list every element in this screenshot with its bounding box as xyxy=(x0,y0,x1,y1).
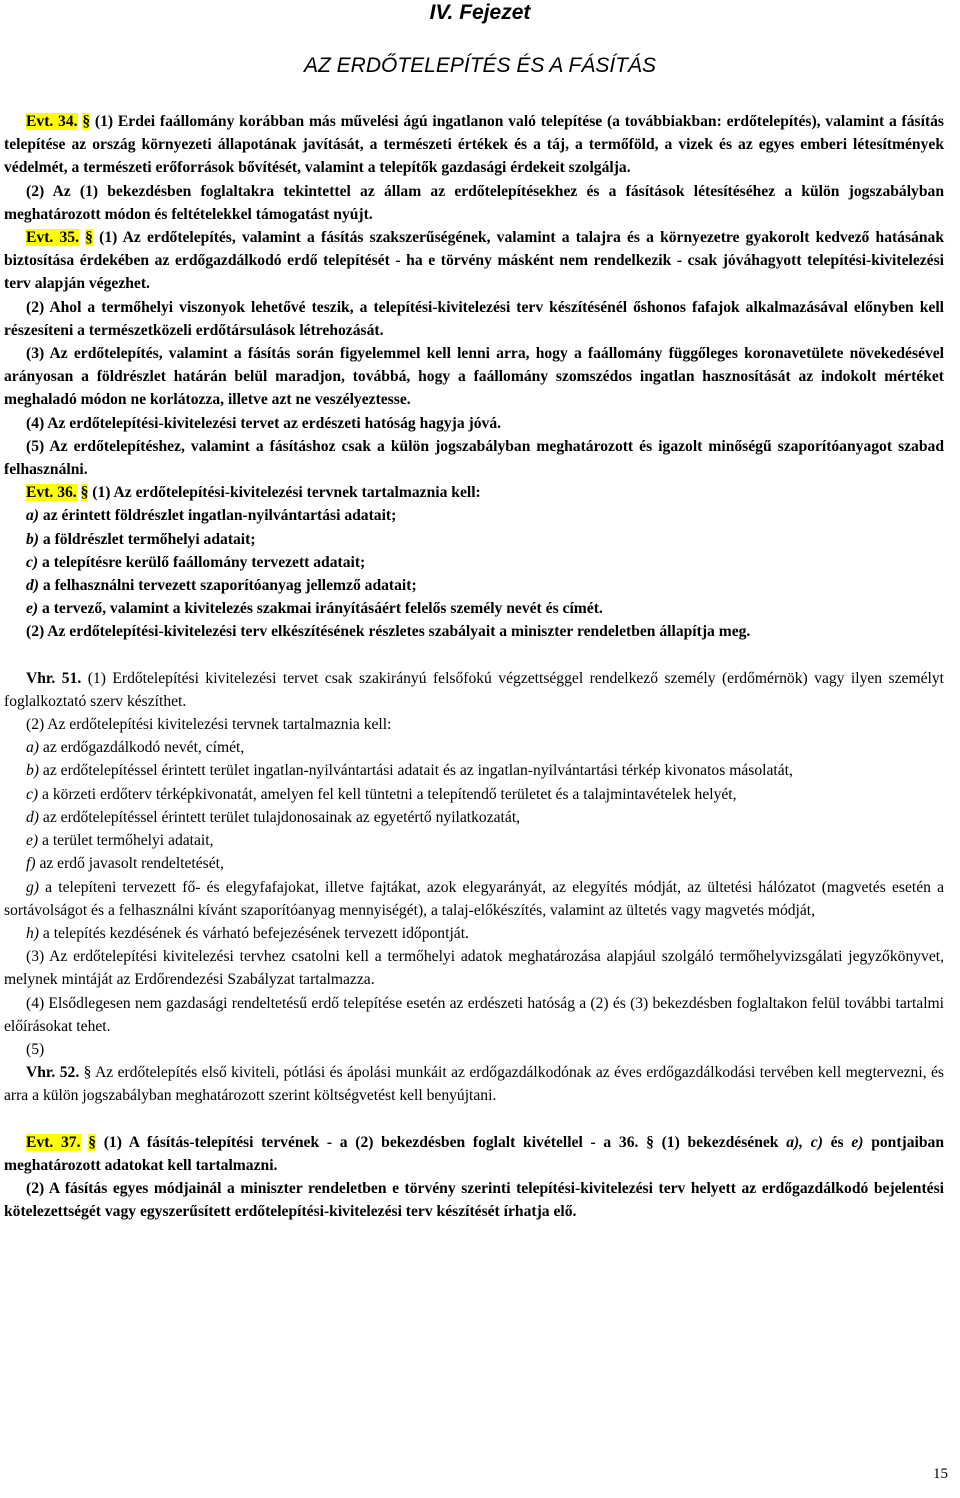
vhr51-text-1: (1) Erdőtelepítési kivitelezési tervet csak szakirányú felsőfokú végzettséggel rendelkező személy (erdőmérnök) vagy ilyen személyt foglalkoztató szerv készíthet. xyxy=(4,669,944,710)
item-text: a földrészlet termőhelyi adatait; xyxy=(42,530,256,548)
vhr52-paragraph xyxy=(4,1061,944,1107)
vhr51-item-e xyxy=(4,829,944,852)
vhr51-item-f xyxy=(4,852,944,875)
evt35-paragraph-1 xyxy=(4,226,944,296)
evt34-text-1: (1) Erdei faállomány korábban más művelési ágú ingatlanon való telepítése (a továbbiakban: erdőtelepítés), valamint a fásítás telepítése az ország környezeti állapotának javítását, a természeti értékek és a táj, a termőföld, a vizek és az egyes emberi létesítmények védelmét, a természeti erőforrások bővítését, valamint a telepítők gazdasági érdekeit szolgálja. xyxy=(4,113,944,177)
vhr51-paragraph-3: (3) Az erdőtelepítési kivitelezési tervhez csatolni kell a termőhelyi adatok meghatározása alapjául szolgáló termőhelyvizsgálati jegyzőkönyvet, melynek mintáját az Erdőrendezési Szabályzat tartalmazza. xyxy=(4,948,944,989)
vhr51-item-g xyxy=(4,876,944,922)
evt34-paragraph-2: (2) Az (1) bekezdésben foglaltakra tekintettel az állam az erdőtelepítésekhez és a fásítások létesítéséhez a külön jogszabályban meghatározott módon és feltételekkel támogatást nyújt. xyxy=(4,182,944,223)
item-mark: d) xyxy=(26,808,39,826)
evt35-ref: Evt. 35. xyxy=(26,229,79,247)
section-sign: § xyxy=(83,1064,92,1082)
evt36-text-1: (1) Az erdőtelepítési-kivitelezési tervnek tartalmaznia kell: xyxy=(92,484,481,502)
item-mark: b) xyxy=(26,762,39,780)
evt36-item-c xyxy=(4,551,944,574)
evt36-item-e xyxy=(4,597,944,620)
item-text: a telepíteni tervezett fő- és elegyfafajokat, illetve fajtákat, azok elegyarányát, az elegyítés módját, az ültetési hálózatot (magvetés esetén a sortávolságot és a felhasználni kívánt szaporítóanyag mennyiségét), a talaj-előkészítés, valamint az ültetés vagy magvetés módját, xyxy=(4,878,944,919)
evt36-item-b xyxy=(4,528,944,551)
item-mark: e) xyxy=(26,600,39,618)
evt37-text-b: és xyxy=(830,1133,844,1151)
item-mark: h) xyxy=(26,924,39,942)
evt35-paragraph-5: (5) Az erdőtelepítéshez, valamint a fásításhoz csak a külön jogszabályban meghatározott és igazolt minőségű szaporítóanyagot szabad felhasználni. xyxy=(4,437,944,479)
item-mark: a), xyxy=(786,1133,804,1151)
item-mark: g) xyxy=(26,878,39,896)
item-mark: c) xyxy=(810,1133,823,1151)
vhr52-ref: Vhr. 52. xyxy=(26,1064,80,1082)
item-text: az erdőtelepítéssel érintett terület ingatlan-nyilvántartási adatait és az ingatlan-nyilvántartási térkép kivonatos másolatát, xyxy=(42,762,793,780)
document-body xyxy=(4,110,944,1223)
vhr52-text: Az erdőtelepítés első kiviteli, pótlási és ápolási munkáit az erdőgazdálkodónak az éves erdőgazdálkodási tervében kell megtervezni, és arra a külön jogszabályban meghatározott szerint költségvetést kell benyújtani. xyxy=(4,1064,944,1105)
item-text: a telepítés kezdésének és várható befejezésének tervezett időpontját. xyxy=(42,924,469,942)
evt35-paragraph-3: (3) Az erdőtelepítés, valamint a fásítás során figyelemmel kell lenni arra, hogy a faállomány függőleges koronavetülete növekedésével arányosan a földrészlet határán belül maradjon, továbbá, hogy a faállomány szomszédos ingatlan hasznosítását az indokolt mértéket meghaladó módon ne korlátozza, illetve azt ne veszélyeztesse. xyxy=(4,345,944,409)
item-text: az erdőgazdálkodó nevét, címét, xyxy=(42,739,245,757)
evt34-ref: Evt. 34. xyxy=(26,113,78,130)
item-mark: e) xyxy=(26,832,39,850)
page-number: 15 xyxy=(933,1466,948,1482)
evt35-text-1: (1) Az erdőtelepítés, valamint a fásítás szakszerűségének, valamint a talajra és a környezetre gyakorolt kedvező hatásának biztosítása érdekében az erdőgazdálkodó erdő telepítését - ha e törvény másként nem rendelkezik - csak jóváhagyott telepítési-kivitelezési terv alapján végezhet. xyxy=(4,229,944,293)
section-sign: § xyxy=(82,113,91,130)
item-text: a felhasználni tervezett szaporítóanyag jellemző adatait; xyxy=(42,577,417,595)
item-mark: a) xyxy=(26,507,39,525)
vhr51-item-h xyxy=(4,922,944,945)
vhr51-item-c xyxy=(4,783,944,806)
item-mark: b) xyxy=(26,530,39,548)
vhr51-item-a xyxy=(4,736,944,759)
item-text: az érintett földrészlet ingatlan-nyilvántartási adatait; xyxy=(42,507,397,525)
vhr51-paragraph-1 xyxy=(4,667,944,713)
evt37-text-a: (1) A fásítás-telepítési tervének - a (2) bekezdésben foglalt kivétellel - a 36. § (1) bekezdésének xyxy=(103,1133,779,1151)
vhr51-ref: Vhr. 51. xyxy=(26,669,82,687)
item-mark: c) xyxy=(26,553,39,571)
evt36-paragraph-2: (2) Az erdőtelepítési-kivitelezési terv elkészítésének részletes szabályait a miniszter rendeletben állapítja meg. xyxy=(26,623,751,641)
section-title: AZ ERDŐTELEPÍTÉS ÉS A FÁSÍTÁS xyxy=(303,54,657,77)
vhr51-paragraph-2: (2) Az erdőtelepítési kivitelezési tervnek tartalmaznia kell: xyxy=(26,716,392,734)
evt37-ref: Evt. 37. xyxy=(26,1133,81,1151)
item-text: az erdő javasolt rendeltetését, xyxy=(39,855,224,873)
item-text: a terület termőhelyi adatait, xyxy=(42,832,214,850)
item-text: a telepítésre kerülő faállomány tervezett adatait; xyxy=(42,553,366,571)
evt36-ref: Evt. 36. xyxy=(26,484,77,502)
vhr51-paragraph-5: (5) xyxy=(26,1040,45,1058)
evt35-paragraph-2: (2) Ahol a termőhelyi viszonyok lehetővé teszik, a telepítési-kivitelezési terv készítésénél őshonos fafajok alkalmazásával előnyben kell részesíteni a természetközeli erdőtársulások létrehozását. xyxy=(4,298,944,339)
spacer xyxy=(4,1108,944,1131)
item-text: az erdőtelepítéssel érintett terület tulajdonosainak az egyetértő nyilatkozatát, xyxy=(42,808,521,826)
spacer xyxy=(4,644,944,667)
vhr51-item-b xyxy=(4,759,944,782)
evt36-item-a xyxy=(4,504,944,527)
vhr51-paragraph-4: (4) Elsődlegesen nem gazdasági rendeltetésű erdő telepítése esetén az erdészeti hatóság a (2) és (3) bekezdésben foglaltakon felül további tartalmi előírásokat tehet. xyxy=(4,994,944,1035)
section-sign: § xyxy=(88,1133,97,1151)
item-text: a körzeti erdőterv térképkivonatát, amelyen fel kell tüntetni a telepítendő területet és a talajmintavételek helyét, xyxy=(42,785,737,803)
chapter-heading: IV. Fejezet xyxy=(429,1,531,24)
evt34-paragraph-1 xyxy=(4,110,944,180)
evt37-paragraph-1 xyxy=(4,1131,944,1177)
item-mark: d) xyxy=(26,577,39,595)
item-text: a tervező, valamint a kivitelezés szakmai irányításáért felelős személy nevét és címét. xyxy=(42,600,603,618)
section-sign: § xyxy=(80,484,89,502)
evt37-text-c: pontjaiban meghatározott adatokat kell tartalmazni. xyxy=(4,1133,945,1174)
item-mark: a) xyxy=(26,739,39,757)
section-sign: § xyxy=(85,229,93,247)
evt35-paragraph-4: (4) Az erdőtelepítési-kivitelezési tervet az erdészeti hatóság hagyja jóvá. xyxy=(26,414,502,432)
vhr51-item-d xyxy=(4,806,944,829)
evt37-paragraph-2: (2) A fásítás egyes módjainál a miniszter rendeletben e törvény szerinti telepítési-kivitelezési terv helyett az erdőgazdálkodó bejelentési kötelezettségét vagy egyszerűsített erdőtelepítési-kivitelezési terv készítését írhatja elő. xyxy=(4,1179,944,1221)
item-mark: f) xyxy=(26,855,36,873)
evt36-paragraph-1 xyxy=(4,481,944,504)
item-mark: e) xyxy=(851,1133,864,1151)
evt36-item-d xyxy=(4,574,944,597)
item-mark: c) xyxy=(26,785,39,803)
